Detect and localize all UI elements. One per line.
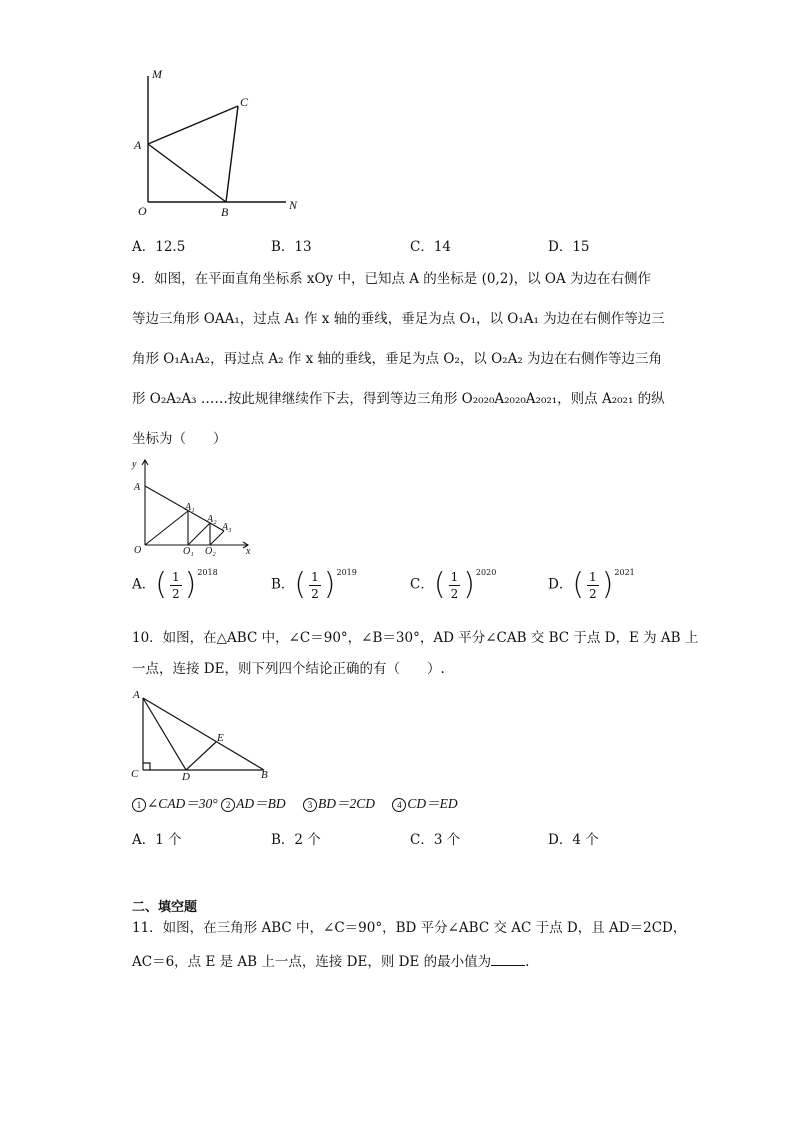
segment-cb bbox=[226, 106, 238, 202]
q9-line-2: 等边三角形 OAA₁，过点 A₁ 作 x 轴的垂线，垂足为点 O₁，以 O₁A₁ 为边在右侧作等边三 bbox=[132, 311, 665, 327]
q9-line-3: 角形 O₁A₁A₂，再过点 A₂ 作 x 轴的垂线，垂足为点 O₂，以 O₂A₂ 为边在右侧作等边三角 bbox=[132, 351, 663, 367]
q11-line-2: AC＝6，点 E 是 AB 上一点，连接 DE，则 DE 的最小值为 . bbox=[132, 954, 530, 970]
label-n: N bbox=[289, 198, 298, 212]
segment-ad bbox=[143, 698, 186, 770]
label-a2: A₂ bbox=[207, 514, 217, 525]
line-o1-a2 bbox=[188, 523, 210, 545]
q8-option-c[interactable]: C．14 bbox=[410, 239, 452, 255]
statement-4: 4 CD＝ED bbox=[392, 796, 457, 811]
label-b: B bbox=[261, 769, 268, 781]
q10-line-1: 10．如图，在△ABC 中，∠C＝90°，∠B＝30°，AD 平分∠CAB 交 BC 于点 D，E 为 AB 上 bbox=[132, 630, 699, 646]
right-angle-mark bbox=[143, 763, 150, 770]
figure-q9 bbox=[130, 455, 260, 557]
label-a3: A₃ bbox=[222, 522, 232, 533]
line-o2-a3 bbox=[210, 531, 224, 545]
label-o: O bbox=[134, 545, 142, 556]
label-c: C bbox=[240, 95, 249, 109]
segment-ab bbox=[148, 144, 226, 202]
q10-line-2: 一点，连接 DE，则下列四个结论正确的有（ ）. bbox=[132, 661, 445, 677]
label-o: O bbox=[138, 204, 147, 218]
label-x: x bbox=[246, 546, 251, 557]
exponent: 2021 bbox=[614, 567, 635, 577]
label-b: B bbox=[221, 205, 229, 219]
q10-statements bbox=[132, 797, 458, 812]
q8-option-b[interactable]: B．13 bbox=[271, 239, 312, 255]
label-o2: O₂ bbox=[205, 546, 216, 557]
label-a: A bbox=[134, 138, 142, 152]
label-m: M bbox=[152, 67, 162, 81]
q10-option-d[interactable]: D．4 个 bbox=[548, 832, 599, 848]
q9-line-5: 坐标为（ ） bbox=[132, 431, 227, 447]
q9-option-a[interactable]: A．( $\frac{1}{2}$ )$^{2018}$ bbox=[132, 567, 218, 602]
q8-option-d[interactable]: D．15 bbox=[548, 239, 590, 255]
exponent: 2019 bbox=[336, 567, 357, 577]
q11-line-1: 11．如图，在三角形 ABC 中，∠C＝90°，BD 平分∠ABC 交 AC 于点 D，且 AD＝2CD， bbox=[132, 920, 687, 936]
figure-q8 bbox=[130, 62, 310, 222]
label-c: C bbox=[131, 768, 139, 780]
q9-option-c[interactable]: C．( $\frac{1}{2}$ )$^{2020}$ bbox=[410, 567, 497, 602]
q9-line-1: 9．如图，在平面直角坐标系 xOy 中，已知点 A 的坐标是 (0,2)，以 OA 为边在右侧作 bbox=[132, 271, 652, 287]
label-y: y bbox=[132, 459, 137, 470]
statement-1: 1 ∠CAD＝30° bbox=[132, 796, 218, 811]
q9-option-b[interactable]: B．( $\frac{1}{2}$ )$^{2019}$ bbox=[271, 567, 357, 602]
q9-line-4: 形 O₂A₂A₃ ……按此规律继续作下去，得到等边三角形 O₂₀₂₀A₂₀₂₀A₂₀₂₁，则点 A₂₀₂₁ 的纵 bbox=[132, 391, 665, 407]
q10-option-c[interactable]: C．3 个 bbox=[410, 832, 461, 848]
exponent: 2018 bbox=[197, 567, 218, 577]
q8-option-a[interactable]: A．12.5 bbox=[132, 239, 186, 255]
label-a: A bbox=[134, 482, 141, 493]
segment-ac bbox=[148, 106, 238, 144]
q10-option-a[interactable]: A．1 个 bbox=[132, 832, 182, 848]
q9-option-d[interactable]: D．( $\frac{1}{2}$ )$^{2021}$ bbox=[548, 567, 635, 602]
label-o1: O₁ bbox=[183, 546, 194, 557]
section-title: 二、填空题 bbox=[132, 900, 198, 915]
statement-2: 2 AD＝BD bbox=[221, 796, 286, 811]
segment-de bbox=[186, 742, 216, 770]
label-a1: A₁ bbox=[185, 502, 195, 513]
figure-q10 bbox=[128, 686, 278, 781]
statement-3: 3 BD＝2CD bbox=[303, 796, 375, 811]
line-o-a1 bbox=[145, 511, 188, 545]
label-e: E bbox=[217, 732, 224, 744]
label-d: D bbox=[182, 771, 190, 781]
segment-ab bbox=[143, 698, 264, 770]
exponent: 2020 bbox=[475, 567, 497, 577]
answer-blank[interactable] bbox=[491, 953, 525, 966]
q10-option-b[interactable]: B．2 个 bbox=[271, 832, 321, 848]
label-a: A bbox=[133, 689, 140, 701]
